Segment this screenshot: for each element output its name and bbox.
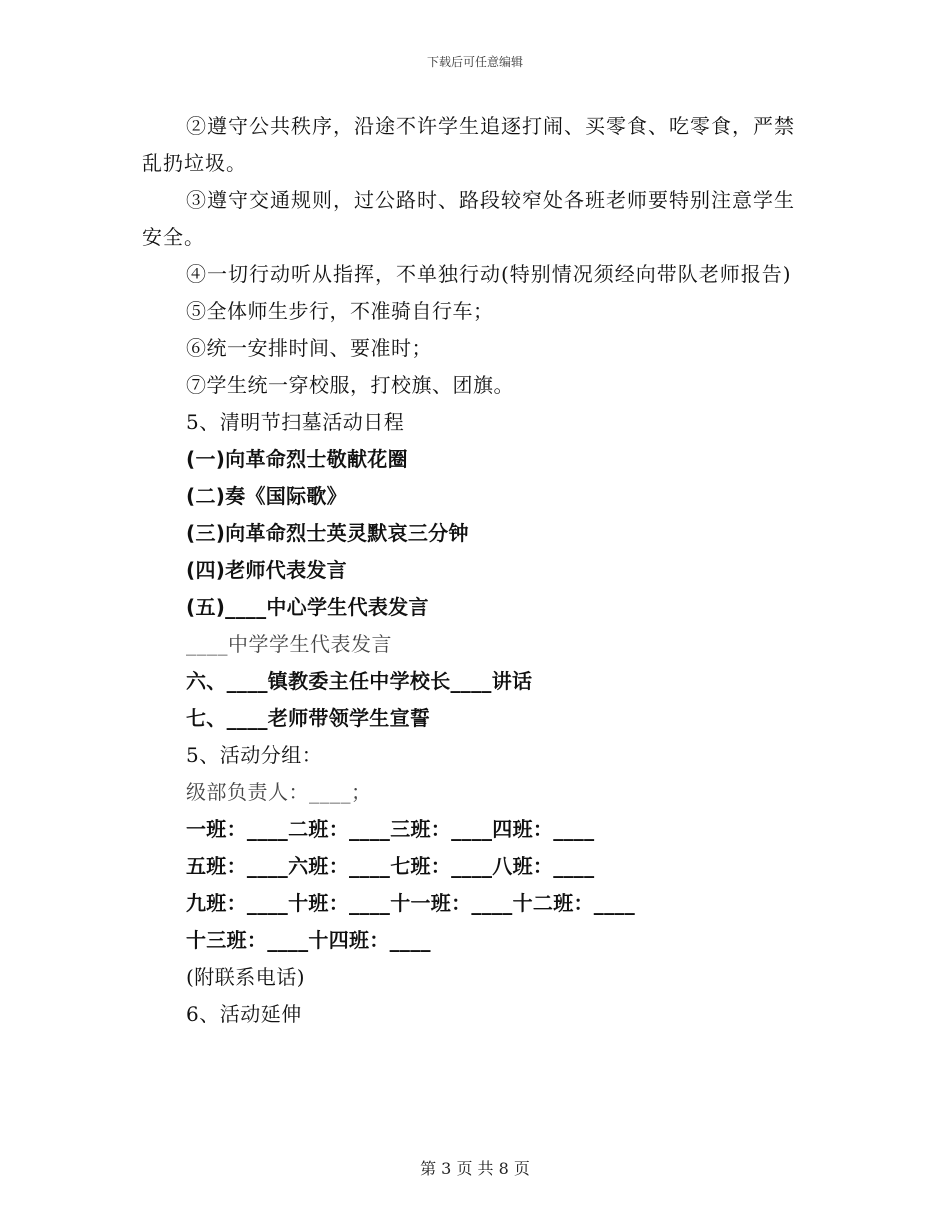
- contact-note: (附联系电话): [186, 965, 306, 989]
- page-footer: 第 3 页 共 8 页: [420, 1159, 530, 1178]
- page-header: 下载后可任意编辑: [426, 55, 523, 69]
- rule-7: ⑦学生统一穿校服，打校旗、团旗。: [186, 373, 514, 397]
- section-heading-extension: 6、活动延伸: [186, 1002, 302, 1026]
- schedule-item-7: 七、____老师带领学生宣誓: [186, 706, 431, 730]
- document-body: [142, 108, 802, 1033]
- section-heading-groups: 5、活动分组：: [186, 743, 323, 767]
- class-row-4: 十三班：____十四班：____: [186, 928, 431, 952]
- class-row-1: 一班：____二班：____三班：____四班：____: [186, 817, 595, 841]
- schedule-item-6: 六、____镇教委主任中学校长____讲话: [186, 669, 533, 693]
- class-row-3: 九班：____十班：____十一班：____十二班：____: [186, 891, 635, 915]
- rule-2: ②遵守公共秩序，沿途不许学生追逐打闹、买零食、吃零食，严禁乱扔垃圾。: [142, 114, 795, 175]
- rule-5: ⑤全体师生步行，不准骑自行车；: [186, 299, 494, 323]
- grade-leader-line: 级部负责人：____；: [186, 780, 372, 804]
- rule-3: ③遵守交通规则，过公路时、路段较窄处各班老师要特别注意学生安全。: [142, 188, 795, 249]
- schedule-item-3: (三)向革命烈士英灵默哀三分钟: [186, 521, 469, 545]
- schedule-item-2: (二)奏《国际歌》: [186, 484, 347, 508]
- section-heading-schedule: 5、清明节扫墓活动日程: [186, 410, 405, 434]
- schedule-item-5b: ____中学学生代表发言: [186, 632, 392, 656]
- class-row-2: 五班：____六班：____七班：____八班：____: [186, 854, 595, 878]
- schedule-item-5: (五)____中心学生代表发言: [186, 595, 429, 619]
- schedule-item-4: (四)老师代表发言: [186, 558, 347, 582]
- schedule-item-1: (一)向革命烈士敬献花圈: [186, 447, 408, 471]
- rule-4: ④一切行动听从指挥，不单独行动(特别情况须经向带队老师报告): [186, 262, 792, 286]
- rule-6: ⑥统一安排时间、要准时；: [186, 336, 432, 360]
